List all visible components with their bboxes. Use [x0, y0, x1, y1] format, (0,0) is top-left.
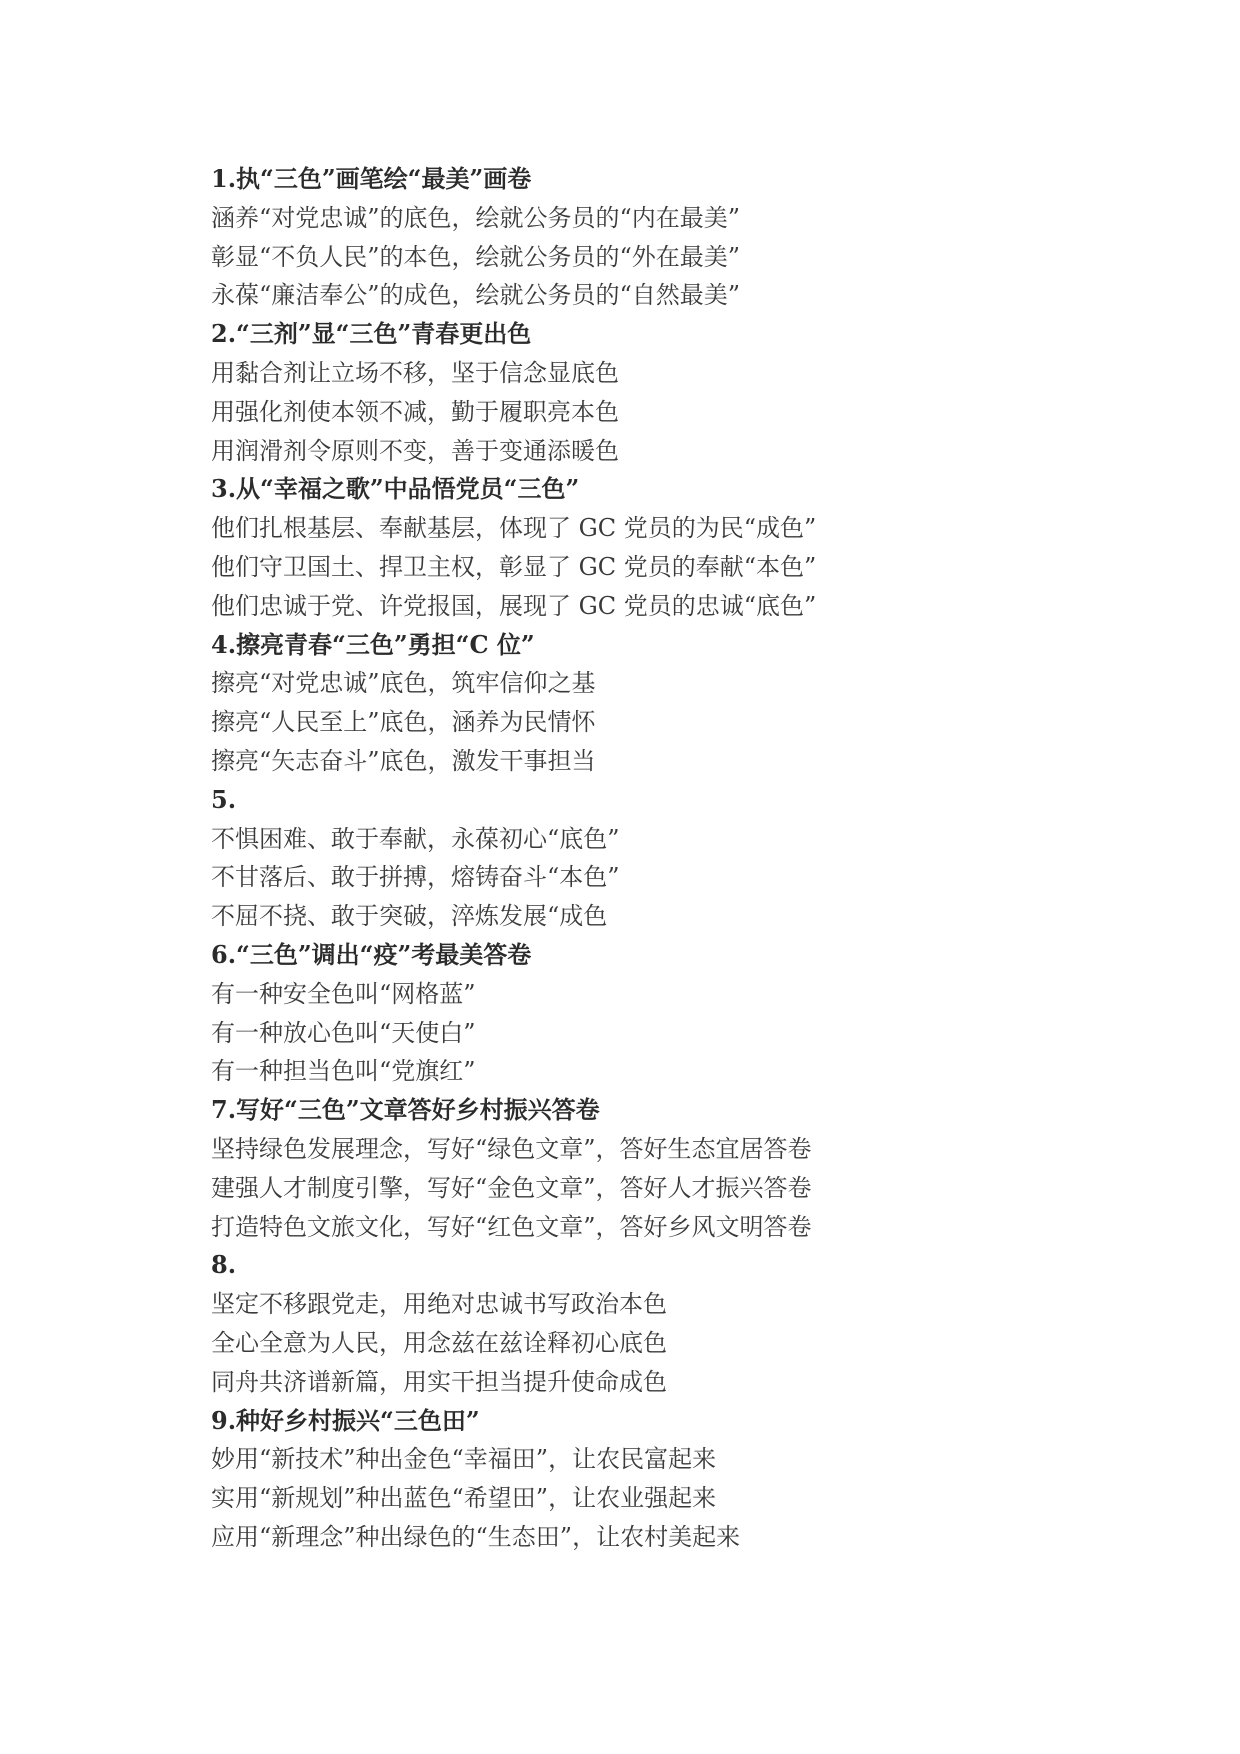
- section-heading: 2.“三剂”显“三色”青春更出色: [211, 319, 532, 349]
- section-line: 全心全意为人民，用念兹在兹诠释初心底色: [211, 1328, 667, 1357]
- section-line: 坚持绿色发展理念，写好“绿色文章”，答好生态宜居答卷: [211, 1134, 812, 1163]
- section-line: 永葆“廉洁奉公”的成色，绘就公务员的“自然最美”: [211, 281, 741, 310]
- section-line: 不惧困难、敢于奉献，永葆初心“底色”: [211, 824, 620, 853]
- section-heading: 3.从“幸福之歌”中品悟党员“三色”: [211, 474, 580, 504]
- section-7: [211, 1091, 1191, 1246]
- section-line: 同舟共济谱新篇，用实干担当提升使命成色: [211, 1367, 667, 1396]
- document-body: [211, 160, 1191, 1557]
- section-line: 用黏合剂让立场不移，坚于信念显底色: [211, 358, 619, 387]
- section-heading: 5.: [211, 784, 237, 814]
- section-line: 擦亮“矢志奋斗”底色，激发干事担当: [211, 746, 596, 775]
- section-heading: 6.“三色”调出“疫”考最美答卷: [211, 939, 532, 969]
- section-9: [211, 1402, 1191, 1557]
- section-heading: 4.擦亮青春“三色”勇担“C 位”: [211, 629, 535, 659]
- section-line: 不屈不挠、敢于突破，淬炼发展“成色: [211, 902, 608, 931]
- section-line: 应用“新理念”种出绿色的“生态田”，让农村美起来: [211, 1522, 741, 1551]
- section-8: [211, 1246, 1191, 1401]
- section-2: [211, 315, 1191, 470]
- section-line: 实用“新规划”种出蓝色“希望田”，让农业强起来: [211, 1484, 717, 1513]
- section-5: [211, 781, 1191, 936]
- section-line: 打造特色文旅文化，写好“红色文章”，答好乡风文明答卷: [211, 1212, 812, 1241]
- section-line: 有一种放心色叫“天使白”: [211, 1018, 476, 1047]
- section-line: 不甘落后、敢于拼搏，熔铸奋斗“本色”: [211, 863, 620, 892]
- section-heading: 8.: [211, 1250, 237, 1280]
- section-6: [211, 936, 1191, 1091]
- section-line: 有一种安全色叫“网格蓝”: [211, 979, 476, 1008]
- section-line: 用润滑剂令原则不变，善于变通添暖色: [211, 436, 619, 465]
- section-heading: 7.写好“三色”文章答好乡村振兴答卷: [211, 1095, 600, 1125]
- section-line: 用强化剂使本领不减，勤于履职亮本色: [211, 397, 619, 426]
- section-line: 建强人才制度引擎，写好“金色文章”，答好人才振兴答卷: [211, 1173, 812, 1202]
- section-line: 擦亮“对党忠诚”底色，筑牢信仰之基: [211, 669, 596, 698]
- section-line: 他们守卫国土、捍卫主权，彰显了 GC 党员的奉献“本色”: [211, 552, 817, 581]
- section-4: [211, 626, 1191, 781]
- section-line: 他们忠诚于党、许党报国，展现了 GC 党员的忠诚“底色”: [211, 591, 817, 620]
- section-line: 彰显“不负人民”的本色，绘就公务员的“外在最美”: [211, 242, 741, 271]
- section-heading: 1.执“三色”画笔绘“最美”画卷: [211, 164, 532, 193]
- section-3: [211, 470, 1191, 625]
- section-heading: 9.种好乡村振兴“三色田”: [211, 1405, 480, 1435]
- section-line: 擦亮“人民至上”底色，涵养为民情怀: [211, 708, 596, 737]
- section-line: 涵养“对党忠诚”的底色，绘就公务员的“内在最美”: [211, 203, 741, 232]
- section-line: 有一种担当色叫“党旗红”: [211, 1057, 476, 1086]
- section-line: 他们扎根基层、奉献基层，体现了 GC 党员的为民“成色”: [211, 514, 817, 543]
- section-1: [211, 160, 1191, 315]
- section-line: 妙用“新技术”种出金色“幸福田”，让农民富起来: [211, 1445, 717, 1474]
- section-line: 坚定不移跟党走，用绝对忠诚书写政治本色: [211, 1290, 667, 1319]
